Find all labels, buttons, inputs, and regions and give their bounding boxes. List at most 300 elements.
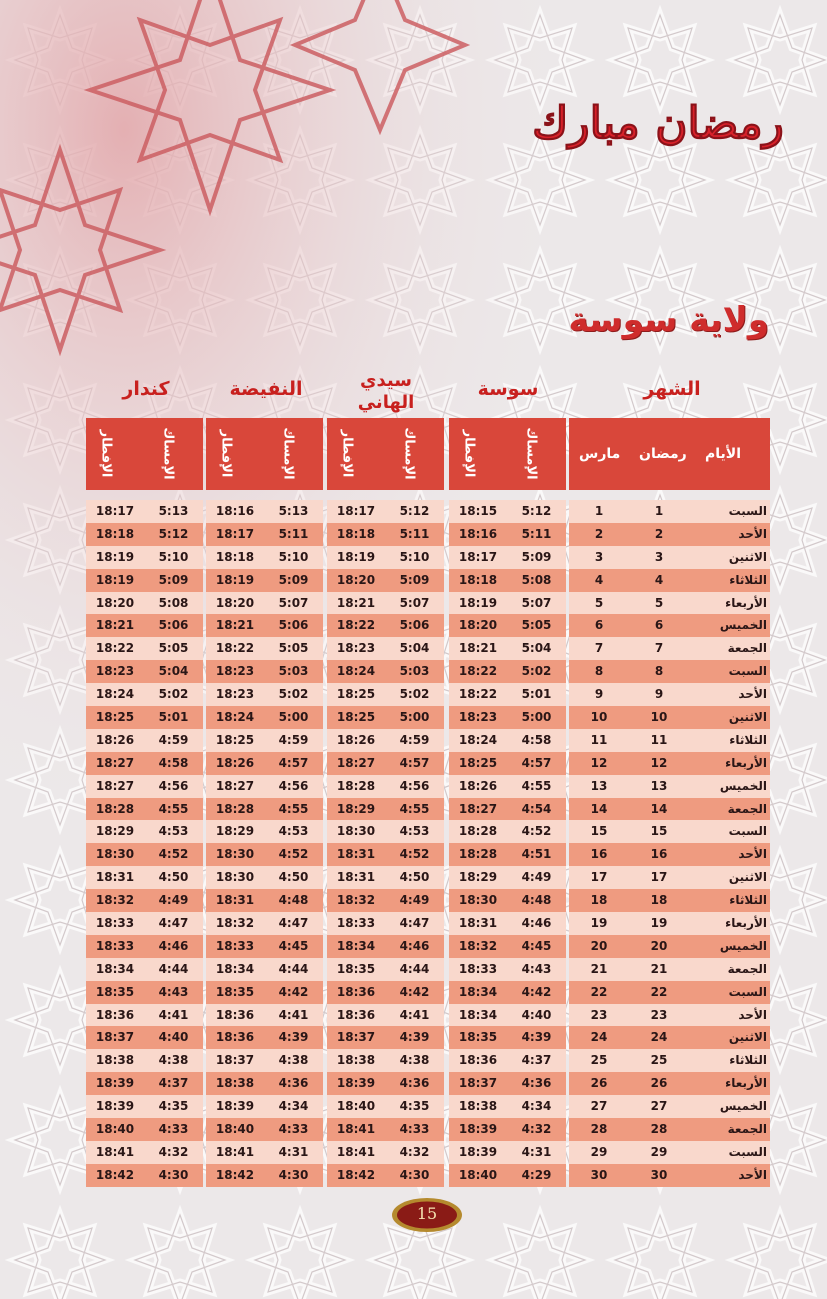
table-row — [86, 592, 770, 615]
sidi-el-hani-imsak-cell: 5:02 — [399, 687, 430, 702]
sousse-iftar-cell: 18:32 — [458, 938, 498, 953]
enfidha-iftar-cell: 18:17 — [215, 526, 255, 541]
weekday-cell: الأربعاء — [725, 595, 767, 610]
sousse-imsak-cell: 5:05 — [521, 618, 552, 633]
sousse-iftar-cell: 18:19 — [458, 595, 498, 610]
kondar-iftar-cell: 18:21 — [95, 618, 135, 633]
enfidha-iftar-cell: 18:18 — [215, 549, 255, 564]
ramadan-day-cell: 19 — [650, 916, 668, 931]
sidi-el-hani-iftar-cell: 18:18 — [336, 526, 376, 541]
enfidha-imsak-cell: 4:45 — [278, 938, 309, 953]
weekday-cell: الأحد — [738, 1167, 767, 1182]
enfidha-iftar-cell: 18:42 — [215, 1167, 255, 1182]
ramadan-day-cell: 25 — [650, 1053, 668, 1068]
kondar-imsak-cell: 5:06 — [158, 618, 189, 633]
enfidha-imsak-cell: 4:39 — [278, 1030, 309, 1045]
sousse-imsak-cell: 4:29 — [521, 1167, 552, 1182]
sousse-imsak-cell: 4:37 — [521, 1053, 552, 1068]
kondar-imsak-cell: 4:33 — [158, 1122, 189, 1137]
march-day-cell: 18 — [590, 893, 608, 908]
sousse-imsak-cell: 5:11 — [521, 526, 552, 541]
sousse-iftar-cell: 18:39 — [458, 1144, 498, 1159]
enfidha-iftar-cell: 18:31 — [215, 893, 255, 908]
enfidha-imsak-cell: 4:48 — [278, 893, 309, 908]
kondar-iftar-cell: 18:33 — [95, 916, 135, 931]
march-day-cell: 30 — [590, 1167, 608, 1182]
enfidha-imsak-cell: 4:56 — [278, 778, 309, 793]
sidi-el-hani-iftar-cell: 18:40 — [336, 1099, 376, 1114]
sousse-imsak-cell: 5:09 — [521, 549, 552, 564]
ramadan-day-cell: 10 — [650, 710, 668, 725]
march-day-cell: 21 — [590, 961, 608, 976]
enfidha-iftar-cell: 18:19 — [215, 572, 255, 587]
table-row — [86, 798, 770, 821]
header-iftar: الإفطار — [218, 429, 234, 478]
sousse-iftar-cell: 18:36 — [458, 1053, 498, 1068]
logo-text: رمضان مبارك — [532, 98, 784, 149]
march-day-cell: 13 — [590, 778, 608, 793]
sidi-el-hani-iftar-cell: 18:37 — [336, 1030, 376, 1045]
march-day-cell: 7 — [594, 641, 604, 656]
sousse-iftar-cell: 18:38 — [458, 1099, 498, 1114]
ramadan-day-cell: 11 — [650, 732, 668, 747]
sousse-imsak-cell: 4:57 — [521, 755, 552, 770]
enfidha-imsak-cell: 5:03 — [278, 664, 309, 679]
sidi-el-hani-imsak-cell: 4:50 — [399, 870, 430, 885]
weekday-cell: الأحد — [738, 1007, 767, 1022]
table-row — [86, 820, 770, 843]
enfidha-imsak-cell: 5:09 — [278, 572, 309, 587]
march-day-cell: 2 — [594, 526, 604, 541]
enfidha-imsak-cell: 4:36 — [278, 1076, 309, 1091]
sidi-el-hani-iftar-cell: 18:20 — [336, 572, 376, 587]
kondar-imsak-cell: 5:13 — [158, 504, 189, 518]
sidi-el-hani-iftar-cell: 18:35 — [336, 961, 376, 976]
table-row — [86, 660, 770, 683]
enfidha-imsak-cell: 4:52 — [278, 847, 309, 862]
sousse-iftar-cell: 18:29 — [458, 870, 498, 885]
enfidha-iftar-cell: 18:38 — [215, 1076, 255, 1091]
column-title-kondar: كندار — [122, 378, 170, 400]
header-ramadan: رمضان — [639, 446, 687, 462]
kondar-imsak-cell: 5:01 — [158, 710, 189, 725]
ramadan-day-cell: 27 — [650, 1099, 668, 1114]
march-day-cell: 10 — [590, 710, 608, 725]
table-row — [86, 729, 770, 752]
enfidha-imsak-cell: 4:59 — [278, 732, 309, 747]
enfidha-imsak-cell: 5:07 — [278, 595, 309, 610]
march-day-cell: 4 — [594, 572, 604, 587]
sidi-el-hani-iftar-cell: 18:25 — [336, 710, 376, 725]
weekday-cell: السبت — [728, 1144, 767, 1159]
march-day-cell: 12 — [590, 755, 608, 770]
sousse-imsak-cell: 4:39 — [521, 1030, 552, 1045]
sidi-el-hani-iftar-cell: 18:36 — [336, 1007, 376, 1022]
sidi-el-hani-imsak-cell: 4:41 — [399, 1007, 430, 1022]
table-row — [86, 935, 770, 958]
kondar-imsak-cell: 4:46 — [158, 938, 189, 953]
enfidha-iftar-cell: 18:30 — [215, 847, 255, 862]
enfidha-iftar-cell: 18:25 — [215, 732, 255, 747]
march-day-cell: 17 — [590, 870, 608, 885]
enfidha-iftar-cell: 18:20 — [215, 595, 255, 610]
ramadan-day-cell: 15 — [650, 824, 668, 839]
march-day-cell: 26 — [590, 1076, 608, 1091]
sousse-iftar-cell: 18:18 — [458, 572, 498, 587]
enfidha-iftar-cell: 18:32 — [215, 916, 255, 931]
march-day-cell: 25 — [590, 1053, 608, 1068]
table-row — [86, 866, 770, 889]
sidi-el-hani-imsak-cell: 4:35 — [399, 1099, 430, 1114]
sidi-el-hani-imsak-cell: 5:03 — [399, 664, 430, 679]
ramadan-mubarak-logo — [532, 66, 784, 176]
header-imsak: الإمساك — [160, 427, 176, 480]
weekday-cell: الثلاثاء — [729, 572, 767, 587]
sidi-el-hani-iftar-cell: 18:17 — [336, 504, 376, 518]
weekday-cell: الأحد — [738, 526, 767, 541]
sousse-iftar-cell: 18:28 — [458, 824, 498, 839]
sousse-imsak-cell: 4:58 — [521, 732, 552, 747]
kondar-imsak-cell: 4:44 — [158, 961, 189, 976]
kondar-iftar-cell: 18:30 — [95, 847, 135, 862]
kondar-iftar-cell: 18:29 — [95, 824, 135, 839]
weekday-cell: الثلاثاء — [729, 1053, 767, 1068]
sousse-imsak-cell: 5:08 — [521, 572, 552, 587]
weekday-cell: الأربعاء — [725, 1076, 767, 1091]
kondar-iftar-cell: 18:19 — [95, 572, 135, 587]
ramadan-day-cell: 6 — [654, 618, 664, 633]
enfidha-imsak-cell: 4:34 — [278, 1099, 309, 1114]
kondar-iftar-cell: 18:36 — [95, 1007, 135, 1022]
weekday-cell: الجمعة — [727, 1122, 767, 1137]
ramadan-day-cell: 20 — [650, 938, 668, 953]
sidi-el-hani-iftar-cell: 18:19 — [336, 549, 376, 564]
kondar-iftar-cell: 18:19 — [95, 549, 135, 564]
enfidha-iftar-cell: 18:21 — [215, 618, 255, 633]
table-row — [86, 637, 770, 660]
header-block-enfidha — [206, 418, 323, 490]
kondar-imsak-cell: 4:32 — [158, 1144, 189, 1159]
weekday-cell: السبت — [728, 664, 767, 679]
sidi-el-hani-iftar-cell: 18:38 — [336, 1053, 376, 1068]
table-row — [86, 981, 770, 1004]
enfidha-imsak-cell: 5:13 — [278, 504, 309, 518]
sousse-iftar-cell: 18:34 — [458, 984, 498, 999]
enfidha-iftar-cell: 18:35 — [215, 984, 255, 999]
enfidha-iftar-cell: 18:36 — [215, 1030, 255, 1045]
ramadan-day-cell: 18 — [650, 893, 668, 908]
march-day-cell: 22 — [590, 984, 608, 999]
march-day-cell: 14 — [590, 801, 608, 816]
ramadan-day-cell: 1 — [654, 504, 664, 518]
weekday-cell: الخميس — [719, 1099, 767, 1114]
header-imsak: الإمساك — [523, 427, 539, 480]
sidi-el-hani-iftar-cell: 18:27 — [336, 755, 376, 770]
sidi-el-hani-iftar-cell: 18:29 — [336, 801, 376, 816]
march-day-cell: 1 — [594, 504, 604, 518]
sousse-imsak-cell: 4:34 — [521, 1099, 552, 1114]
enfidha-iftar-cell: 18:29 — [215, 824, 255, 839]
enfidha-imsak-cell: 5:10 — [278, 549, 309, 564]
enfidha-iftar-cell: 18:24 — [215, 710, 255, 725]
enfidha-iftar-cell: 18:40 — [215, 1122, 255, 1137]
weekday-cell: الثلاثاء — [729, 893, 767, 908]
enfidha-iftar-cell: 18:22 — [215, 641, 255, 656]
enfidha-iftar-cell: 18:27 — [215, 778, 255, 793]
kondar-iftar-cell: 18:24 — [95, 687, 135, 702]
kondar-imsak-cell: 5:04 — [158, 664, 189, 679]
ramadan-day-cell: 26 — [650, 1076, 668, 1091]
enfidha-imsak-cell: 4:38 — [278, 1053, 309, 1068]
weekday-cell: الاثنين — [728, 710, 767, 725]
table-row — [86, 1095, 770, 1118]
ramadan-day-cell: 17 — [650, 870, 668, 885]
kondar-imsak-cell: 4:40 — [158, 1030, 189, 1045]
march-day-cell: 8 — [594, 664, 604, 679]
sidi-el-hani-imsak-cell: 5:10 — [399, 549, 430, 564]
weekday-cell: الأربعاء — [725, 916, 767, 931]
sousse-imsak-cell: 4:51 — [521, 847, 552, 862]
header-block-month — [569, 418, 770, 490]
sidi-el-hani-imsak-cell: 4:44 — [399, 961, 430, 976]
kondar-imsak-cell: 5:02 — [158, 687, 189, 702]
table-body — [86, 500, 770, 1187]
weekday-cell: الأحد — [738, 847, 767, 862]
weekday-cell: الخميس — [719, 938, 767, 953]
sidi-el-hani-iftar-cell: 18:30 — [336, 824, 376, 839]
sousse-imsak-cell: 4:32 — [521, 1122, 552, 1137]
table-row — [86, 500, 770, 523]
sidi-el-hani-iftar-cell: 18:31 — [336, 870, 376, 885]
sousse-imsak-cell: 4:42 — [521, 984, 552, 999]
sousse-iftar-cell: 18:17 — [458, 549, 498, 564]
sidi-el-hani-imsak-cell: 4:39 — [399, 1030, 430, 1045]
sousse-imsak-cell: 4:52 — [521, 824, 552, 839]
enfidha-iftar-cell: 18:30 — [215, 870, 255, 885]
sidi-el-hani-iftar-cell: 18:42 — [336, 1167, 376, 1182]
enfidha-iftar-cell: 18:23 — [215, 664, 255, 679]
sousse-iftar-cell: 18:34 — [458, 1007, 498, 1022]
kondar-imsak-cell: 4:53 — [158, 824, 189, 839]
ramadan-day-cell: 24 — [650, 1030, 668, 1045]
march-day-cell: 15 — [590, 824, 608, 839]
sidi-el-hani-imsak-cell: 5:06 — [399, 618, 430, 633]
enfidha-imsak-cell: 5:11 — [278, 526, 309, 541]
sidi-el-hani-imsak-cell: 4:49 — [399, 893, 430, 908]
enfidha-imsak-cell: 4:31 — [278, 1144, 309, 1159]
sousse-imsak-cell: 5:00 — [521, 710, 552, 725]
wilaya-title: ولاية سوسة — [568, 300, 769, 340]
kondar-imsak-cell: 5:10 — [158, 549, 189, 564]
ramadan-day-cell: 21 — [650, 961, 668, 976]
kondar-imsak-cell: 4:58 — [158, 755, 189, 770]
sidi-el-hani-iftar-cell: 18:22 — [336, 618, 376, 633]
enfidha-iftar-cell: 18:16 — [215, 504, 255, 518]
sousse-iftar-cell: 18:40 — [458, 1167, 498, 1182]
kondar-iftar-cell: 18:27 — [95, 778, 135, 793]
enfidha-imsak-cell: 4:53 — [278, 824, 309, 839]
sousse-imsak-cell: 4:54 — [521, 801, 552, 816]
sousse-iftar-cell: 18:37 — [458, 1076, 498, 1091]
kondar-iftar-cell: 18:34 — [95, 961, 135, 976]
ramadan-day-cell: 3 — [654, 549, 664, 564]
header-block-sousse — [449, 418, 566, 490]
kondar-imsak-cell: 4:55 — [158, 801, 189, 816]
march-day-cell: 20 — [590, 938, 608, 953]
enfidha-imsak-cell: 4:47 — [278, 916, 309, 931]
sidi-el-hani-imsak-cell: 4:53 — [399, 824, 430, 839]
sousse-imsak-cell: 4:43 — [521, 961, 552, 976]
enfidha-imsak-cell: 4:30 — [278, 1167, 309, 1182]
sidi-el-hani-imsak-cell: 4:55 — [399, 801, 430, 816]
sidi-el-hani-iftar-cell: 18:21 — [336, 595, 376, 610]
march-day-cell: 24 — [590, 1030, 608, 1045]
weekday-cell: الثلاثاء — [729, 732, 767, 747]
kondar-iftar-cell: 18:42 — [95, 1167, 135, 1182]
enfidha-imsak-cell: 5:06 — [278, 618, 309, 633]
march-day-cell: 6 — [594, 618, 604, 633]
march-day-cell: 11 — [590, 732, 608, 747]
enfidha-iftar-cell: 18:28 — [215, 801, 255, 816]
march-day-cell: 16 — [590, 847, 608, 862]
sousse-iftar-cell: 18:26 — [458, 778, 498, 793]
sidi-el-hani-imsak-cell: 4:33 — [399, 1122, 430, 1137]
sousse-iftar-cell: 18:15 — [458, 504, 498, 518]
enfidha-iftar-cell: 18:33 — [215, 938, 255, 953]
sousse-iftar-cell: 18:20 — [458, 618, 498, 633]
sousse-iftar-cell: 18:25 — [458, 755, 498, 770]
enfidha-iftar-cell: 18:34 — [215, 961, 255, 976]
kondar-imsak-cell: 4:56 — [158, 778, 189, 793]
ramadan-day-cell: 4 — [654, 572, 664, 587]
enfidha-iftar-cell: 18:26 — [215, 755, 255, 770]
sousse-iftar-cell: 18:22 — [458, 664, 498, 679]
enfidha-iftar-cell: 18:36 — [215, 1007, 255, 1022]
kondar-iftar-cell: 18:20 — [95, 595, 135, 610]
header-march: مارس — [579, 446, 621, 462]
kondar-iftar-cell: 18:35 — [95, 984, 135, 999]
kondar-iftar-cell: 18:40 — [95, 1122, 135, 1137]
table-row — [86, 1049, 770, 1072]
sousse-iftar-cell: 18:16 — [458, 526, 498, 541]
kondar-imsak-cell: 4:43 — [158, 984, 189, 999]
march-day-cell: 19 — [590, 916, 608, 931]
kondar-imsak-cell: 4:38 — [158, 1053, 189, 1068]
sidi-el-hani-imsak-cell: 4:57 — [399, 755, 430, 770]
kondar-iftar-cell: 18:38 — [95, 1053, 135, 1068]
table-row — [86, 546, 770, 569]
table-row — [86, 1072, 770, 1095]
enfidha-imsak-cell: 5:00 — [278, 710, 309, 725]
table-row — [86, 1164, 770, 1187]
sousse-iftar-cell: 18:33 — [458, 961, 498, 976]
ramadan-day-cell: 22 — [650, 984, 668, 999]
march-day-cell: 29 — [590, 1144, 608, 1159]
enfidha-iftar-cell: 18:37 — [215, 1053, 255, 1068]
sousse-imsak-cell: 4:46 — [521, 916, 552, 931]
kondar-imsak-cell: 5:09 — [158, 572, 189, 587]
kondar-iftar-cell: 18:31 — [95, 870, 135, 885]
sidi-el-hani-iftar-cell: 18:39 — [336, 1076, 376, 1091]
ramadan-day-cell: 23 — [650, 1007, 668, 1022]
header-iftar: الإفطار — [339, 429, 355, 478]
kondar-iftar-cell: 18:39 — [95, 1076, 135, 1091]
weekday-cell: الاثنين — [728, 870, 767, 885]
sidi-el-hani-iftar-cell: 18:36 — [336, 984, 376, 999]
header-iftar: الإفطار — [98, 429, 114, 478]
sousse-imsak-cell: 5:07 — [521, 595, 552, 610]
header-imsak: الإمساك — [401, 427, 417, 480]
kondar-iftar-cell: 18:27 — [95, 755, 135, 770]
ramadan-day-cell: 29 — [650, 1144, 668, 1159]
sidi-el-hani-imsak-cell: 4:38 — [399, 1053, 430, 1068]
sousse-iftar-cell: 18:31 — [458, 916, 498, 931]
column-title-month: الشهر — [643, 378, 701, 400]
sousse-imsak-cell: 5:12 — [521, 504, 552, 518]
column-title-sousse: سوسة — [477, 378, 539, 400]
kondar-imsak-cell: 4:47 — [158, 916, 189, 931]
column-title-enfidha: النفيضة — [229, 378, 303, 400]
kondar-iftar-cell: 18:22 — [95, 641, 135, 656]
sidi-el-hani-iftar-cell: 18:34 — [336, 938, 376, 953]
table-row — [86, 1118, 770, 1141]
sidi-el-hani-imsak-cell: 4:30 — [399, 1167, 430, 1182]
ramadan-day-cell: 30 — [650, 1167, 668, 1182]
sousse-iftar-cell: 18:23 — [458, 710, 498, 725]
sousse-imsak-cell: 4:45 — [521, 938, 552, 953]
ramadan-day-cell: 28 — [650, 1122, 668, 1137]
kondar-iftar-cell: 18:39 — [95, 1099, 135, 1114]
sidi-el-hani-iftar-cell: 18:23 — [336, 641, 376, 656]
sousse-imsak-cell: 4:36 — [521, 1076, 552, 1091]
ramadan-day-cell: 9 — [654, 687, 664, 702]
sidi-el-hani-iftar-cell: 18:41 — [336, 1122, 376, 1137]
weekday-cell: السبت — [728, 504, 767, 518]
table-row — [86, 706, 770, 729]
enfidha-iftar-cell: 18:23 — [215, 687, 255, 702]
weekday-cell: الأحد — [738, 687, 767, 702]
sidi-el-hani-imsak-cell: 5:11 — [399, 526, 430, 541]
sidi-el-hani-imsak-cell: 5:04 — [399, 641, 430, 656]
ramadan-day-cell: 13 — [650, 778, 668, 793]
sidi-el-hani-iftar-cell: 18:24 — [336, 664, 376, 679]
weekday-cell: الأربعاء — [725, 755, 767, 770]
march-day-cell: 28 — [590, 1122, 608, 1137]
enfidha-imsak-cell: 4:55 — [278, 801, 309, 816]
kondar-imsak-cell: 4:52 — [158, 847, 189, 862]
sousse-iftar-cell: 18:27 — [458, 801, 498, 816]
kondar-imsak-cell: 5:12 — [158, 526, 189, 541]
weekday-cell: الاثنين — [728, 549, 767, 564]
sousse-iftar-cell: 18:28 — [458, 847, 498, 862]
table-row — [86, 912, 770, 935]
sidi-el-hani-iftar-cell: 18:33 — [336, 916, 376, 931]
enfidha-imsak-cell: 4:41 — [278, 1007, 309, 1022]
march-day-cell: 27 — [590, 1099, 608, 1114]
kondar-iftar-cell: 18:28 — [95, 801, 135, 816]
sidi-el-hani-imsak-cell: 4:47 — [399, 916, 430, 931]
kondar-imsak-cell: 4:37 — [158, 1076, 189, 1091]
kondar-iftar-cell: 18:23 — [95, 664, 135, 679]
header-iftar: الإفطار — [461, 429, 477, 478]
kondar-imsak-cell: 4:59 — [158, 732, 189, 747]
kondar-iftar-cell: 18:25 — [95, 710, 135, 725]
table-row — [86, 843, 770, 866]
sidi-el-hani-imsak-cell: 5:09 — [399, 572, 430, 587]
sidi-el-hani-imsak-cell: 4:56 — [399, 778, 430, 793]
sousse-iftar-cell: 18:39 — [458, 1122, 498, 1137]
enfidha-imsak-cell: 4:33 — [278, 1122, 309, 1137]
